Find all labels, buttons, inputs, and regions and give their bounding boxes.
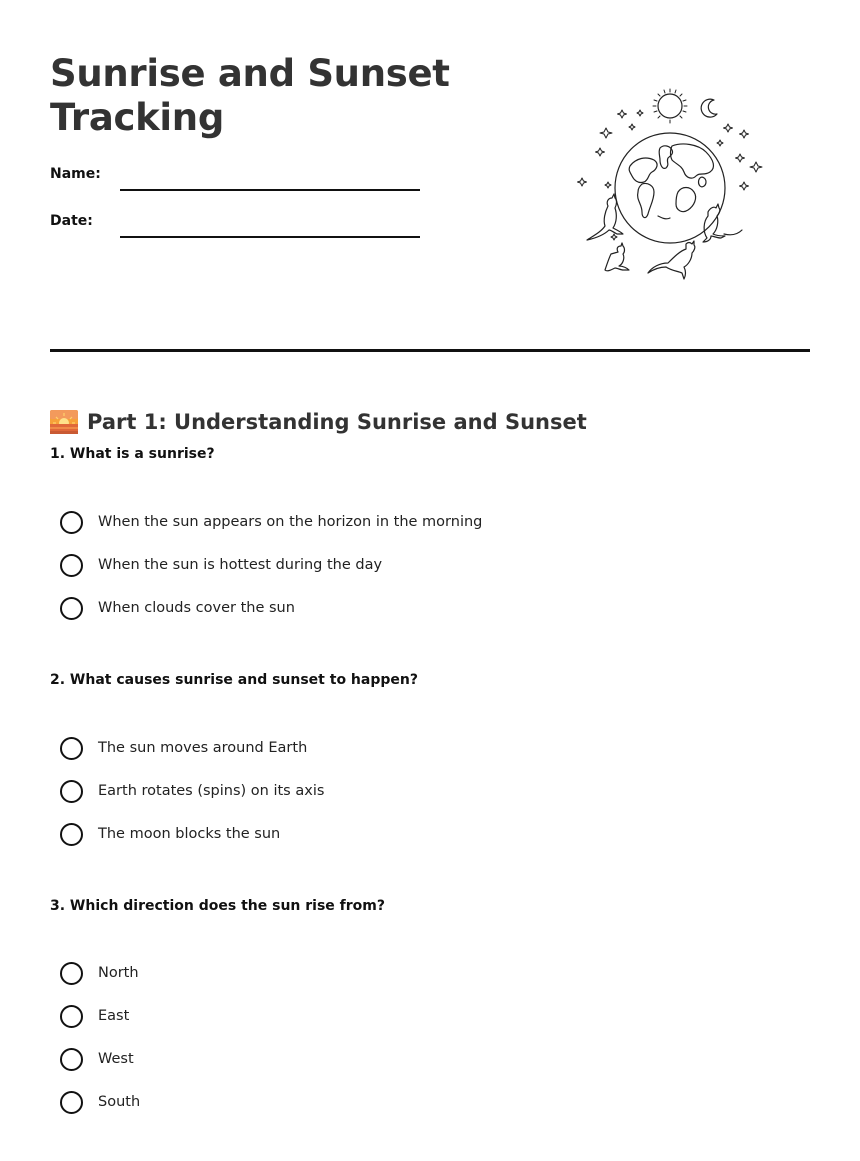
date-blank-line [120,236,420,238]
name-label: Name: [50,166,101,182]
question-3-option-4[interactable] [60,1089,140,1115]
option-label: Earth rotates (spins) on its axis [98,783,325,799]
sunrise-emoji-icon [50,410,78,434]
question-3-option-2[interactable] [60,1003,129,1029]
option-label: When clouds cover the sun [98,600,295,616]
question-1-option-3[interactable] [60,595,295,621]
date-field [50,207,420,237]
option-label: When the sun is hottest during the day [98,557,383,573]
question-3-option-3[interactable] [60,1046,134,1072]
section-divider [50,349,810,352]
question-1: 1. What is a sunrise? [50,446,215,462]
radio-button[interactable] [60,962,83,985]
name-field [50,160,420,190]
option-label: The sun moves around Earth [98,740,308,756]
question-2-option-2[interactable] [60,778,324,804]
radio-button[interactable] [60,737,83,760]
option-label: South [98,1094,141,1110]
name-blank-line [120,189,420,191]
radio-button[interactable] [60,1048,83,1071]
radio-button[interactable] [60,554,83,577]
question-1-option-1[interactable] [60,509,482,535]
radio-button[interactable] [60,1091,83,1114]
question-1-option-2[interactable] [60,552,382,578]
radio-button[interactable] [60,511,83,534]
option-label: West [98,1051,134,1067]
question-2: 2. What causes sunrise and sunset to happen? [50,672,418,688]
date-label: Date: [50,213,93,229]
question-3: 3. Which direction does the sun rise from? [50,898,385,914]
option-label: When the sun appears on the horizon in the morning [98,514,483,530]
option-label: North [98,965,139,981]
earth-illustration-icon [568,84,768,294]
question-3-option-1[interactable] [60,960,139,986]
part1-heading [50,406,587,438]
radio-button[interactable] [60,780,83,803]
question-2-option-3[interactable] [60,821,280,847]
radio-button[interactable] [60,823,83,846]
question-2-option-1[interactable] [60,735,307,761]
worksheet-title: Sunrise and Sunset Tracking [50,52,450,139]
option-label: East [98,1008,130,1024]
option-label: The moon blocks the sun [98,826,281,842]
radio-button[interactable] [60,1005,83,1028]
radio-button[interactable] [60,597,83,620]
part1-title: Part 1: Understanding Sunrise and Sunset [87,410,587,435]
